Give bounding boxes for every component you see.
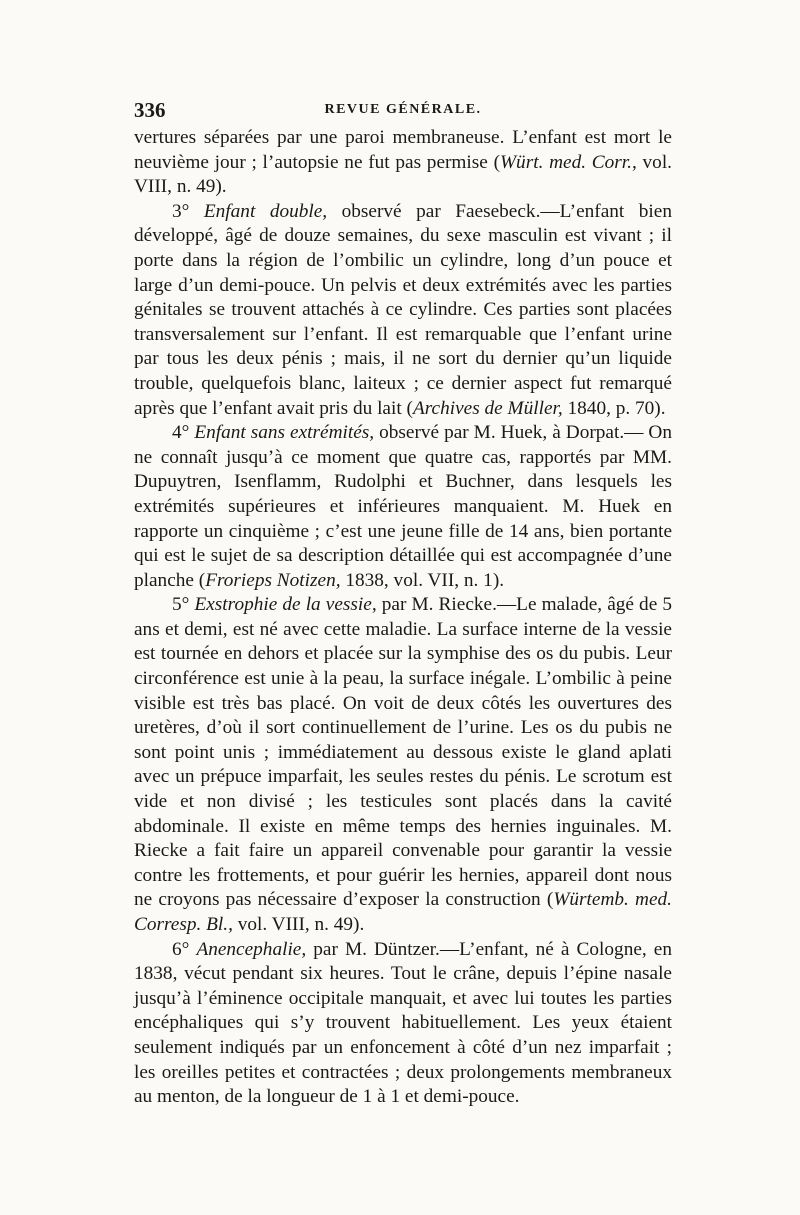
paragraph-text: vertures séparées par une paroi membraneuse. L’enfant est mort le neuvième jour ; l’autopsie ne fut pas permise (	[134, 127, 672, 173]
reference-citation: Würt. med. Corr.	[500, 151, 632, 173]
reference-tail: vol. VIII, n. 49).	[232, 914, 365, 935]
item-title: Exstrophie de la vessie,	[194, 594, 377, 616]
paragraph-text: par M. Riecke.—Le malade, âgé de 5 ans et demi, est né avec cette maladie. La surface interne de la vessie est tournée en dehors et placée sur la symphise des os du pubis. Leur circonférence est unie à la peau, la surface inégale. L’ombilic à peine visible est très bas placé. On voit de deux côtés les ouvertures des uretères, d’où il sort continuellement de l’urine. Les os du pubis ne sont point unis ; immédiatement au dessous existe le gland aplati avec un prépuce imparfait, les seules restes du pénis. Le scrotum est vide et non divisé ; les testicules sont placés dans la cavité abdominale. Il existe en même temps des hernies inguinales. M. Riecke a fait faire un appareil convenable pour garantir la vessie contre les frottements, et pour guérir les hernies, appareil dont nous ne croyons pas nécessaire d’exposer la construction (	[134, 594, 672, 911]
item-number: 3°	[172, 200, 190, 222]
page-header	[134, 98, 672, 122]
paragraph-text: observé par Faesebeck.—L’enfant bien développé, âgé de douze semaines, du sexe masculin est vivant ; il porte dans la région de l’ombilic un cylindre, long d’un pouce et large d’un demi-pouce. Un pelvis et deux extrémités avec les parties génitales se trouvent attachés à ce cylindre. Ces parties sont placées transversalement sur l’enfant. Il est remarquable que l’enfant urine par tous les deux pénis ; mais, il ne sort du dernier qu’un liquide trouble, quelquefois blanc, laiteux ; ce dernier aspect fut remarqué après que l’enfant avait pris du lait (	[134, 200, 672, 419]
reference-citation: Archives de Müller,	[412, 397, 563, 419]
item-number: 4°	[172, 422, 190, 444]
item-title: Enfant sans extrémités,	[194, 422, 375, 444]
paragraph-exstrophie	[134, 593, 672, 937]
paragraph-text: observé par M. Huek, à Dorpat.— On ne connaît jusqu’à ce moment que quatre cas, rapportés par MM. Dupuytren, Isenflamm, Rudolphi et Buchner, dans lesquels les extrémités supérieures et inférieures manquaient. M. Huek en rapporte un cinquième ; c’est une jeune fille de 14 ans, bien portante qui est le sujet de sa description détaillée qui est accompagnée d’une planche (	[134, 422, 672, 591]
item-title: Anencephalie,	[196, 938, 307, 960]
paragraph-enfant-double	[134, 200, 672, 421]
item-number: 6°	[172, 938, 190, 960]
paragraph-continuation	[134, 126, 672, 200]
reference-citation: Frorieps Notizen,	[205, 569, 341, 591]
reference-tail: , vol. VIII, n. 49).	[134, 151, 672, 198]
reference-tail: 1840, p. 70).	[562, 397, 666, 419]
item-number: 5°	[172, 594, 190, 616]
paragraph-enfant-sans-extremites	[134, 421, 672, 593]
reference-tail: 1838, vol. VII, n. 1).	[340, 569, 505, 591]
paragraph-anencephalie	[134, 938, 672, 1110]
body-text	[134, 126, 672, 1110]
running-title: REVUE GÉNÉRALE.	[324, 102, 482, 117]
reference-citation: Würtemb. med. Corresp. Bl.,	[134, 889, 672, 935]
page-number: 336	[134, 98, 166, 122]
paragraph-text: par M. Düntzer.—L’enfant, né à Cologne, en 1838, vécut pendant six heures. Tout le crâne, depuis l’épine nasale jusqu’à l’éminence occipitale manquait, et avec lui toutes les parties encéphaliques qui s’y trouvent habituellement. Les yeux étaient seulement indiqués par un enfoncement à côté d’un nez imparfait ; les oreilles petites et contractées ; deux prolongements membraneux au menton, de la longueur de 1 à 1 et demi-pouce.	[134, 938, 672, 1108]
item-title: Enfant double,	[203, 200, 328, 222]
